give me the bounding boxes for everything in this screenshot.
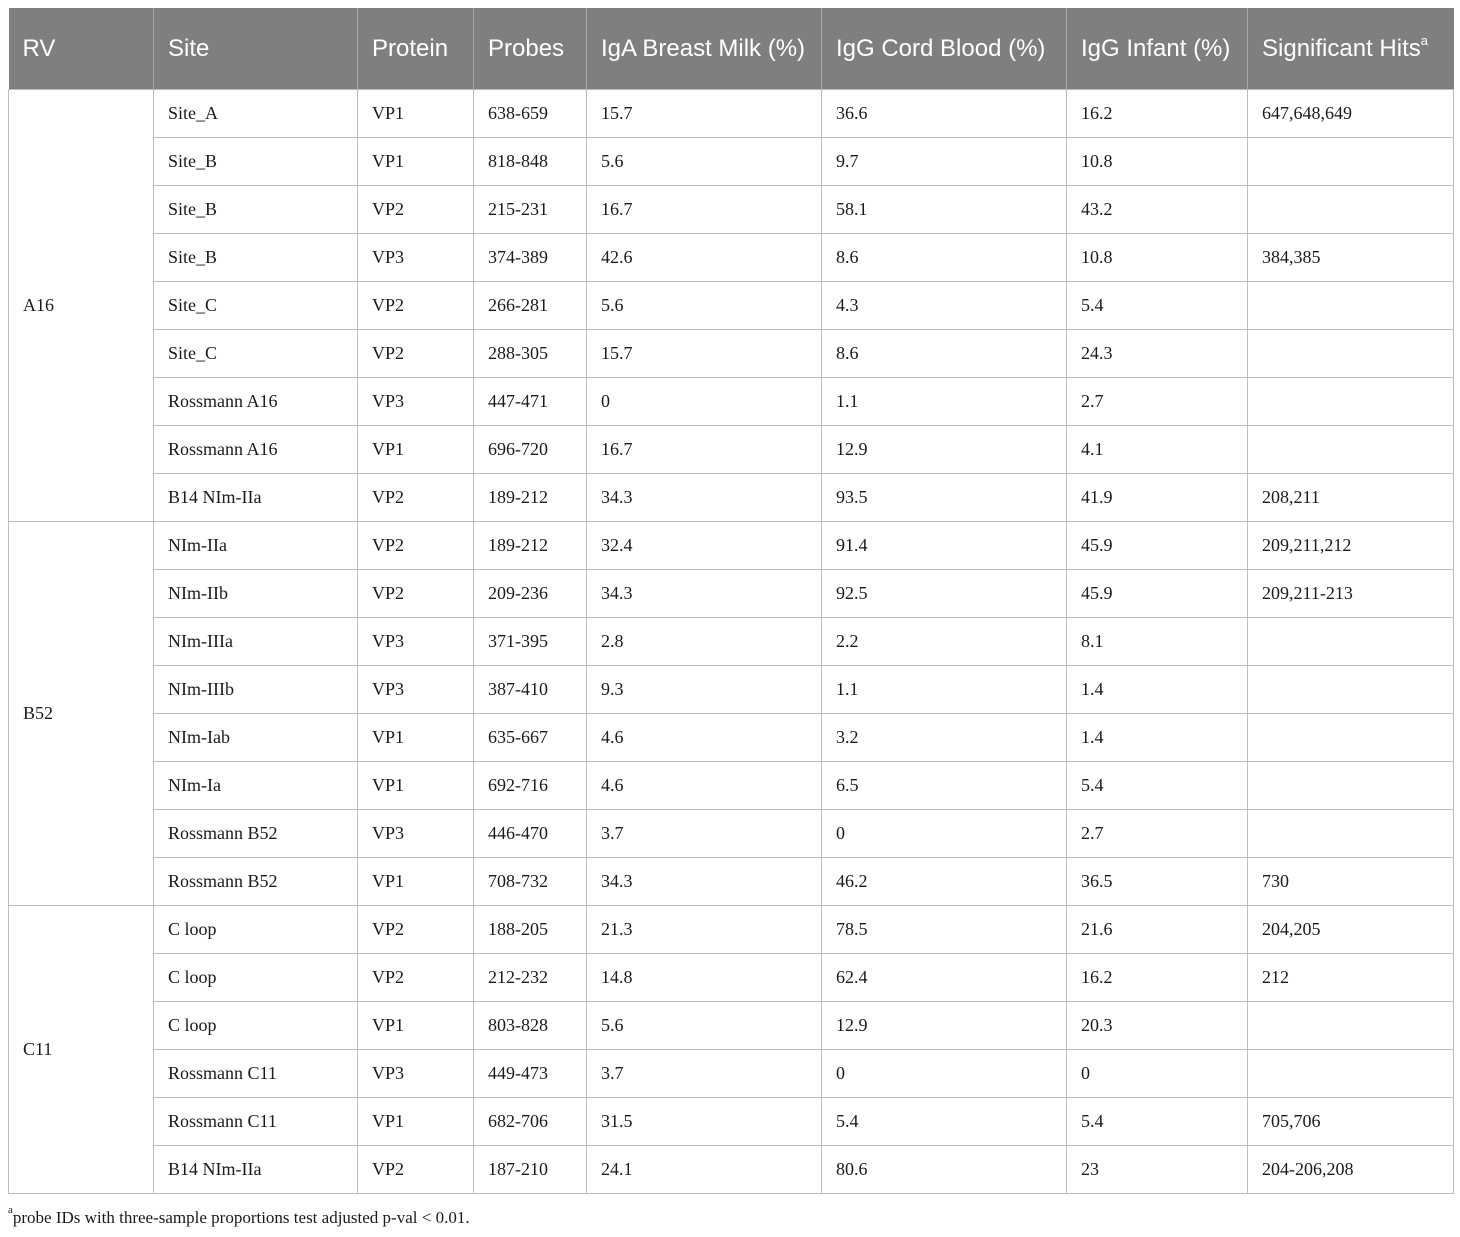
cell-site: C loop (154, 906, 358, 954)
cell-iga-breast-milk: 16.7 (587, 426, 822, 474)
cell-significant-hits (1248, 714, 1454, 762)
cell-significant-hits (1248, 330, 1454, 378)
cell-probes: 696-720 (474, 426, 587, 474)
cell-probes: 266-281 (474, 282, 587, 330)
cell-site: Rossmann C11 (154, 1098, 358, 1146)
cell-iga-breast-milk: 14.8 (587, 954, 822, 1002)
cell-significant-hits (1248, 810, 1454, 858)
cell-igg-infant: 41.9 (1067, 474, 1248, 522)
cell-site: Rossmann A16 (154, 378, 358, 426)
cell-probes: 374-389 (474, 234, 587, 282)
cell-igg-infant: 8.1 (1067, 618, 1248, 666)
header-row (9, 8, 1454, 90)
cell-significant-hits (1248, 1002, 1454, 1050)
cell-protein: VP1 (358, 1002, 474, 1050)
cell-significant-hits (1248, 426, 1454, 474)
cell-igg-infant: 2.7 (1067, 378, 1248, 426)
cell-probes: 188-205 (474, 906, 587, 954)
cell-igg-cord-blood: 12.9 (822, 1002, 1067, 1050)
table-row (9, 234, 1454, 282)
cell-protein: VP2 (358, 954, 474, 1002)
table-row (9, 474, 1454, 522)
cell-significant-hits (1248, 762, 1454, 810)
cell-probes: 447-471 (474, 378, 587, 426)
cell-igg-cord-blood: 5.4 (822, 1098, 1067, 1146)
cell-site: NIm-IIIb (154, 666, 358, 714)
cell-probes: 638-659 (474, 90, 587, 138)
cell-iga-breast-milk: 9.3 (587, 666, 822, 714)
header-significant-hits-label: Significant Hits (1262, 34, 1421, 62)
cell-probes: 288-305 (474, 330, 587, 378)
cell-igg-infant: 5.4 (1067, 282, 1248, 330)
header-iga-breast-milk: IgA Breast Milk (%) (587, 8, 822, 90)
cell-iga-breast-milk: 34.3 (587, 570, 822, 618)
cell-igg-cord-blood: 8.6 (822, 234, 1067, 282)
table-row (9, 138, 1454, 186)
cell-probes: 189-212 (474, 474, 587, 522)
cell-igg-infant: 0 (1067, 1050, 1248, 1098)
cell-probes: 692-716 (474, 762, 587, 810)
cell-iga-breast-milk: 21.3 (587, 906, 822, 954)
cell-iga-breast-milk: 32.4 (587, 522, 822, 570)
cell-igg-infant: 16.2 (1067, 90, 1248, 138)
cell-igg-cord-blood: 91.4 (822, 522, 1067, 570)
cell-protein: VP1 (358, 426, 474, 474)
table-row (9, 522, 1454, 570)
cell-iga-breast-milk: 16.7 (587, 186, 822, 234)
cell-iga-breast-milk: 4.6 (587, 762, 822, 810)
cell-significant-hits (1248, 186, 1454, 234)
cell-iga-breast-milk: 15.7 (587, 330, 822, 378)
cell-site: C loop (154, 954, 358, 1002)
cell-site: Site_B (154, 186, 358, 234)
cell-significant-hits (1248, 666, 1454, 714)
cell-igg-cord-blood: 93.5 (822, 474, 1067, 522)
cell-protein: VP1 (358, 138, 474, 186)
cell-igg-cord-blood: 2.2 (822, 618, 1067, 666)
table-row (9, 714, 1454, 762)
table-row (9, 1050, 1454, 1098)
cell-igg-cord-blood: 3.2 (822, 714, 1067, 762)
cell-igg-infant: 4.1 (1067, 426, 1248, 474)
cell-protein: VP1 (358, 1098, 474, 1146)
cell-probes: 635-667 (474, 714, 587, 762)
cell-igg-cord-blood: 0 (822, 1050, 1067, 1098)
cell-probes: 682-706 (474, 1098, 587, 1146)
header-protein: Protein (358, 8, 474, 90)
cell-site: Rossmann B52 (154, 858, 358, 906)
cell-protein: VP2 (358, 570, 474, 618)
cell-significant-hits: 730 (1248, 858, 1454, 906)
cell-site: Site_B (154, 234, 358, 282)
cell-protein: VP2 (358, 474, 474, 522)
cell-significant-hits: 212 (1248, 954, 1454, 1002)
header-site: Site (154, 8, 358, 90)
cell-igg-cord-blood: 4.3 (822, 282, 1067, 330)
cell-significant-hits: 209,211-213 (1248, 570, 1454, 618)
cell-igg-cord-blood: 1.1 (822, 378, 1067, 426)
cell-significant-hits: 209,211,212 (1248, 522, 1454, 570)
cell-probes: 708-732 (474, 858, 587, 906)
header-igg-infant: IgG Infant (%) (1067, 8, 1248, 90)
cell-igg-infant: 36.5 (1067, 858, 1248, 906)
cell-igg-cord-blood: 46.2 (822, 858, 1067, 906)
cell-igg-cord-blood: 1.1 (822, 666, 1067, 714)
cell-igg-infant: 5.4 (1067, 1098, 1248, 1146)
cell-igg-cord-blood: 8.6 (822, 330, 1067, 378)
header-significant-hits (1248, 8, 1454, 90)
cell-site: Site_C (154, 330, 358, 378)
cell-protein: VP2 (358, 1146, 474, 1194)
cell-significant-hits: 705,706 (1248, 1098, 1454, 1146)
cell-site: B14 NIm-IIa (154, 1146, 358, 1194)
table-row (9, 90, 1454, 138)
cell-significant-hits: 647,648,649 (1248, 90, 1454, 138)
cell-iga-breast-milk: 5.6 (587, 1002, 822, 1050)
cell-significant-hits: 204-206,208 (1248, 1146, 1454, 1194)
table-row (9, 810, 1454, 858)
cell-iga-breast-milk: 4.6 (587, 714, 822, 762)
cell-iga-breast-milk: 0 (587, 378, 822, 426)
cell-igg-cord-blood: 36.6 (822, 90, 1067, 138)
table-row (9, 954, 1454, 1002)
cell-significant-hits (1248, 282, 1454, 330)
cell-igg-infant: 23 (1067, 1146, 1248, 1194)
table-row (9, 906, 1454, 954)
cell-rv: C11 (9, 906, 154, 1194)
cell-igg-cord-blood: 0 (822, 810, 1067, 858)
cell-site: Site_B (154, 138, 358, 186)
cell-igg-cord-blood: 62.4 (822, 954, 1067, 1002)
cell-site: NIm-IIb (154, 570, 358, 618)
cell-protein: VP2 (358, 186, 474, 234)
cell-iga-breast-milk: 34.3 (587, 858, 822, 906)
header-probes: Probes (474, 8, 587, 90)
cell-probes: 387-410 (474, 666, 587, 714)
cell-igg-infant: 20.3 (1067, 1002, 1248, 1050)
table-row (9, 186, 1454, 234)
table-row (9, 762, 1454, 810)
cell-igg-infant: 24.3 (1067, 330, 1248, 378)
cell-iga-breast-milk: 2.8 (587, 618, 822, 666)
cell-protein: VP1 (358, 90, 474, 138)
cell-igg-cord-blood: 78.5 (822, 906, 1067, 954)
cell-igg-infant: 10.8 (1067, 234, 1248, 282)
table-row (9, 666, 1454, 714)
table-row (9, 330, 1454, 378)
cell-protein: VP3 (358, 618, 474, 666)
cell-probes: 818-848 (474, 138, 587, 186)
cell-iga-breast-milk: 31.5 (587, 1098, 822, 1146)
data-table (8, 8, 1454, 1194)
cell-probes: 209-236 (474, 570, 587, 618)
cell-probes: 371-395 (474, 618, 587, 666)
cell-iga-breast-milk: 5.6 (587, 138, 822, 186)
cell-igg-infant: 1.4 (1067, 666, 1248, 714)
cell-protein: VP1 (358, 714, 474, 762)
cell-igg-cord-blood: 92.5 (822, 570, 1067, 618)
cell-rv: B52 (9, 522, 154, 906)
cell-site: C loop (154, 1002, 358, 1050)
footnote-marker: a (8, 1204, 13, 1217)
cell-probes: 212-232 (474, 954, 587, 1002)
cell-protein: VP1 (358, 762, 474, 810)
cell-site: NIm-Iab (154, 714, 358, 762)
cell-site: NIm-IIIa (154, 618, 358, 666)
cell-igg-infant: 10.8 (1067, 138, 1248, 186)
cell-iga-breast-milk: 42.6 (587, 234, 822, 282)
cell-probes: 187-210 (474, 1146, 587, 1194)
table-footnote (8, 1204, 470, 1228)
cell-site: B14 NIm-IIa (154, 474, 358, 522)
cell-significant-hits: 208,211 (1248, 474, 1454, 522)
cell-site: Site_C (154, 282, 358, 330)
cell-probes: 215-231 (474, 186, 587, 234)
cell-igg-cord-blood: 12.9 (822, 426, 1067, 474)
cell-protein: VP3 (358, 1050, 474, 1098)
table-body (9, 90, 1454, 1194)
header-rv: RV (9, 8, 154, 90)
table-header (9, 8, 1454, 90)
cell-iga-breast-milk: 34.3 (587, 474, 822, 522)
cell-significant-hits (1248, 138, 1454, 186)
cell-igg-infant: 43.2 (1067, 186, 1248, 234)
cell-protein: VP2 (358, 906, 474, 954)
cell-significant-hits: 384,385 (1248, 234, 1454, 282)
cell-site: NIm-Ia (154, 762, 358, 810)
cell-site: NIm-IIa (154, 522, 358, 570)
cell-site: Rossmann C11 (154, 1050, 358, 1098)
table-row (9, 570, 1454, 618)
cell-iga-breast-milk: 24.1 (587, 1146, 822, 1194)
cell-igg-infant: 45.9 (1067, 522, 1248, 570)
cell-igg-infant: 2.7 (1067, 810, 1248, 858)
cell-iga-breast-milk: 3.7 (587, 810, 822, 858)
cell-protein: VP2 (358, 282, 474, 330)
cell-igg-infant: 16.2 (1067, 954, 1248, 1002)
cell-igg-cord-blood: 80.6 (822, 1146, 1067, 1194)
cell-iga-breast-milk: 5.6 (587, 282, 822, 330)
cell-igg-cord-blood: 6.5 (822, 762, 1067, 810)
cell-igg-cord-blood: 58.1 (822, 186, 1067, 234)
cell-igg-infant: 21.6 (1067, 906, 1248, 954)
table-row (9, 378, 1454, 426)
cell-rv: A16 (9, 90, 154, 522)
footnote-text: probe IDs with three-sample proportions test adjusted p-val < 0.01. (12, 1208, 470, 1227)
cell-protein: VP3 (358, 378, 474, 426)
table-row (9, 1098, 1454, 1146)
cell-site: Rossmann B52 (154, 810, 358, 858)
cell-probes: 189-212 (474, 522, 587, 570)
table-row (9, 1002, 1454, 1050)
cell-igg-cord-blood: 9.7 (822, 138, 1067, 186)
cell-protein: VP3 (358, 666, 474, 714)
cell-probes: 446-470 (474, 810, 587, 858)
table-row (9, 858, 1454, 906)
cell-protein: VP2 (358, 522, 474, 570)
cell-protein: VP2 (358, 330, 474, 378)
header-significant-hits-footnote-marker: a (1420, 32, 1428, 48)
table-row (9, 282, 1454, 330)
cell-probes: 803-828 (474, 1002, 587, 1050)
cell-site: Site_A (154, 90, 358, 138)
table-row (9, 618, 1454, 666)
cell-protein: VP1 (358, 858, 474, 906)
cell-significant-hits (1248, 618, 1454, 666)
cell-probes: 449-473 (474, 1050, 587, 1098)
cell-igg-infant: 45.9 (1067, 570, 1248, 618)
header-igg-cord-blood: IgG Cord Blood (%) (822, 8, 1067, 90)
table-row (9, 426, 1454, 474)
cell-iga-breast-milk: 15.7 (587, 90, 822, 138)
cell-protein: VP3 (358, 234, 474, 282)
cell-significant-hits: 204,205 (1248, 906, 1454, 954)
cell-site: Rossmann A16 (154, 426, 358, 474)
cell-igg-infant: 1.4 (1067, 714, 1248, 762)
cell-iga-breast-milk: 3.7 (587, 1050, 822, 1098)
cell-significant-hits (1248, 378, 1454, 426)
cell-protein: VP3 (358, 810, 474, 858)
cell-significant-hits (1248, 1050, 1454, 1098)
cell-igg-infant: 5.4 (1067, 762, 1248, 810)
data-table-container (8, 8, 1453, 1194)
table-row (9, 1146, 1454, 1194)
